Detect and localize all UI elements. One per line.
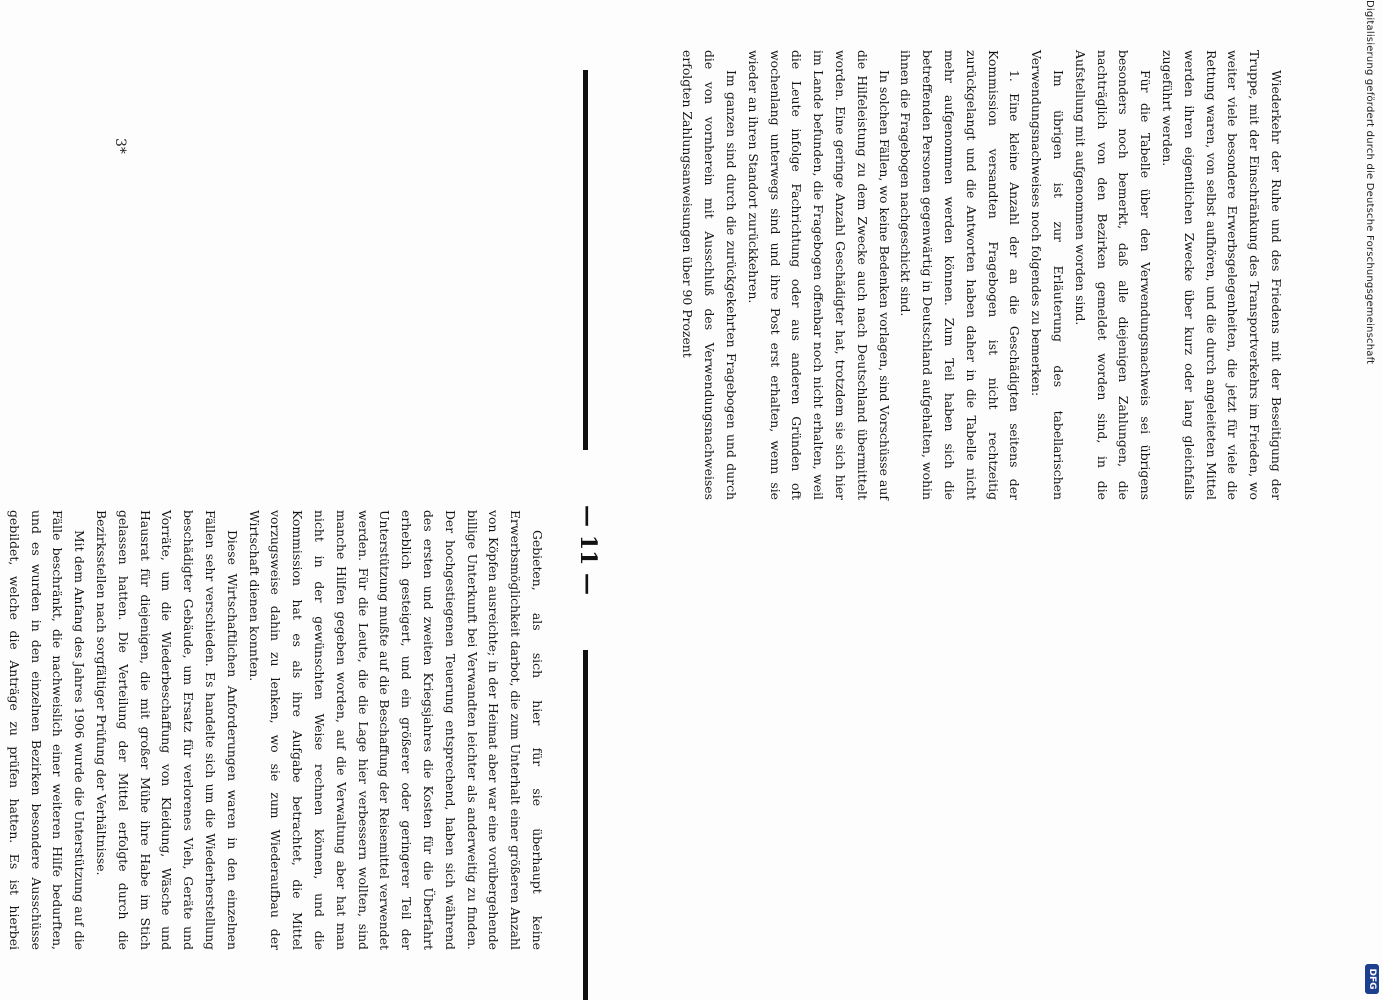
digitization-footer: Digitalisierung gefördert durch die Deutsche Forschungsgemeinschaft: [1364, 0, 1375, 365]
signature-mark: 3*: [112, 138, 128, 154]
page-number: — 11 —: [575, 450, 601, 650]
paragraph: Gebieten, als sich hier für sie überhaupt keine Erwerbsmöglichkeit darbot, die zum Unterhalt einer größeren Anzahl von Köpfen ausreichte; in der Heimat aber war eine vorübergehende billige Unterkunft bei Verwandten leichter als anderweitig zu finden. Der hochgestiegenen Teuerung entsprechend, haben sich während des ersten und zweiten Kriegsjahres die Kosten für die Überfahrt erheblich gesteigert, und ein größerer oder geringerer Teil der Unterstützung mußte auf die Beschaffung der Reisemittel verwendet werden. Für die Leute, die die Lage hier verbessern wollten, sind manche Hilfen gegeben worden, auf die Verwaltung aber hat man nicht in der gewünschten Weise rechnen können, und die Kommission hat es als ihre Aufgabe betrachtet, die Mittel vorzugsweise dahin zu lenken, wo sie zum Wiederaufbau der Wirtschaft dienen konnten.: [246, 510, 545, 950]
paragraph: Wiederkehr der Ruhe und des Friedens mit der Beseitigung der Truppe, mit der Einschränkung des Transportverkehrs im Frieden, wo weiter viele besondere Erwerbsgelegenheiten, die jetzt für viele die Rettung waren, von selbst aufhören, und die durch angeleiteten Mittel werden ihren eigentlichen Zwecke über kurz oder lang gleichfalls zugeführt werden.: [1160, 50, 1284, 500]
paragraph: 1. Eine kleine Anzahl der an die Geschädigten seitens der Kommission versandten Fragebogen ist nicht rechtzeitig zurückgelangt und die Antworten haben daher in die Tabelle nicht mehr aufgenommen werden können. Zum Teil haben sich die betreffenden Personen gegenwärtig in Deutschland aufgehalten, wohin ihnen die Fragebogen nachgeschickt sind.: [898, 50, 1023, 500]
left-text-column: [597, 50, 1287, 500]
paragraph: Diese Wirtschaftlichen Anforderungen waren in den einzelnen Fällen sehr verschieden. Es handelte sich um die Wiederherstellung beschädigter Gebäude, um Ersatz für verlorenes Vieh, Geräte und Vorräte, um die Wiederbeschaffung von Kleidung, Wäsche und Hausrat für diejenigen, die mit großer Mühe ihre Habe im Stich gelassen hatten. Die Verteilung der Mittel erfolgte durch die Bezirksstellen nach sorgfältiger Prüfung der Verhältnisse.: [94, 510, 240, 950]
paragraph: Im übrigen ist zur Erläuterung des tabellarischen Verwendungsnachweises noch folgendes zu bemerken:: [1029, 50, 1067, 500]
paragraph: In solchen Fällen, wo keine Bedenken vorlagen, sind Vorschüsse auf die Hilfeleistung zu dem Zwecke auch nach Deutschland übermittelt worden. Eine geringe Anzahl Geschädigter hat, trotzdem sie sich hier im Lande befunden, die Fragebogen offenbar noch nicht erhalten, weil die Leute infolge Fachrichtung oder aus anderen Gründen oft wochenlang unterwegs sind und ihre Post erst erhalten, wenn sie wieder an ihren Standort zurückkehren.: [745, 50, 892, 500]
dfg-logo: DFG: [1365, 964, 1379, 994]
paragraph: Für die Tabelle über den Verwendungsnachweis sei übrigens besonders noch bemerkt, daß alle diejenigen Zahlungen, die nachträglich von den Bezirken gemeldet worden sind, in die Aufstellung mit aufgenommen worden sind.: [1072, 50, 1154, 500]
paragraph: Mit dem Anfang des Jahres 1906 wurde die Unterstützung auf die Fälle beschränkt, die nachweislich einer weiteren Hilfe bedurften, und es wurden in den einzelnen Bezirken besondere Ausschüsse gebildet, welche die Anträge zu prüfen hatten. Es ist hierbei: [6, 510, 88, 950]
paragraph: Im ganzen sind durch die zurückgekehrten Fragebogen und durch die von vornherein mit Ausschluß des Verwendungsnachweises erfolgten Zahlungsanweisungen über 90 Prozent: [680, 50, 740, 500]
right-text-column: [6, 510, 548, 950]
